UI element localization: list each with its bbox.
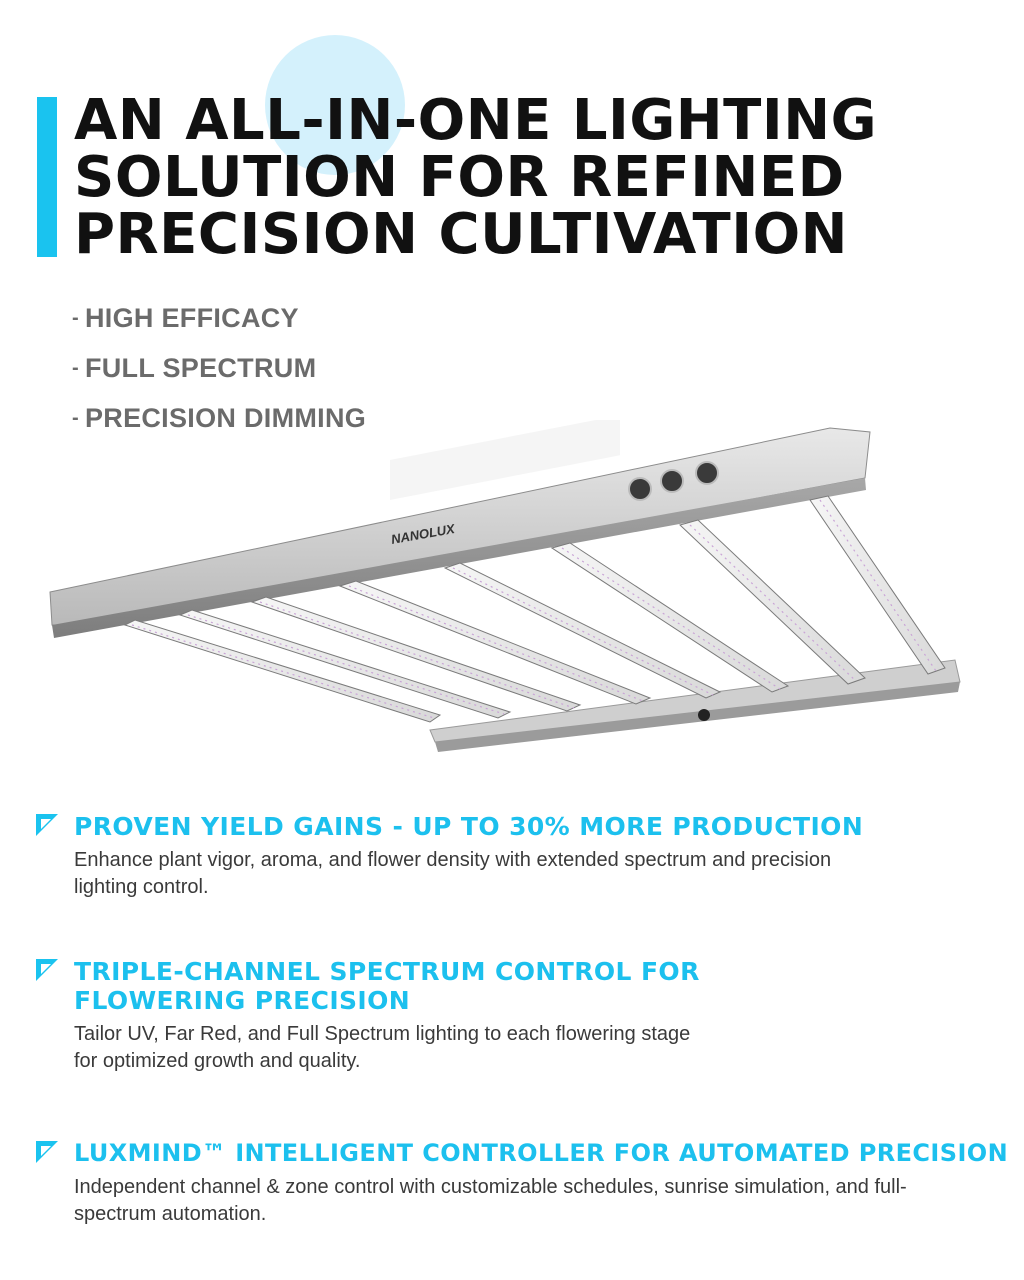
feature-title: TRIPLE-CHANNEL SPECTRUM CONTROL FOR FLOWERING PRECISION — [74, 957, 700, 1015]
product-brand-logo: NANOLUX — [389, 521, 456, 547]
headline-line-3: PRECISION CULTIVATION — [74, 202, 849, 267]
page-title — [74, 88, 974, 267]
benefit-item: - PRECISION DIMMING — [72, 403, 367, 433]
feature-yield-gains — [36, 812, 1006, 901]
triangle-bullet-icon — [36, 1141, 58, 1163]
feature-spectrum-control — [36, 957, 1006, 1075]
feature-title: PROVEN YIELD GAINS - UP TO 30% MORE PRODUCTION — [74, 812, 864, 841]
feature-description: Enhance plant vigor, aroma, and flower density with extended spectrum and precision lighting control. — [74, 849, 832, 898]
grow-light-product-image — [40, 420, 980, 760]
triangle-bullet-icon — [36, 959, 58, 981]
headline-accent-bar — [37, 97, 57, 257]
benefit-label: FULL SPECTRUM — [84, 353, 317, 383]
benefit-item: - FULL SPECTRUM — [72, 353, 317, 383]
benefit-label: PRECISION DIMMING — [84, 403, 367, 433]
benefit-label: HIGH EFFICACY — [84, 303, 299, 333]
headline-line-2: SOLUTION FOR REFINED — [74, 145, 845, 210]
triangle-bullet-icon — [36, 814, 58, 836]
feature-description: Independent channel & zone control with customizable schedules, sunrise simulation, and full-spectrum automation. — [74, 1176, 907, 1225]
headline-line-1: AN ALL-IN-ONE LIGHTING — [74, 88, 878, 153]
feature-description: Tailor UV, Far Red, and Full Spectrum lighting to each flowering stage for optimized growth and quality. — [74, 1023, 691, 1072]
feature-title: LUXMIND™ INTELLIGENT CONTROLLER FOR AUTOMATED PRECISION — [74, 1139, 1009, 1167]
benefit-item: - HIGH EFFICACY — [72, 303, 299, 333]
feature-intelligent-controller — [36, 1139, 1009, 1228]
